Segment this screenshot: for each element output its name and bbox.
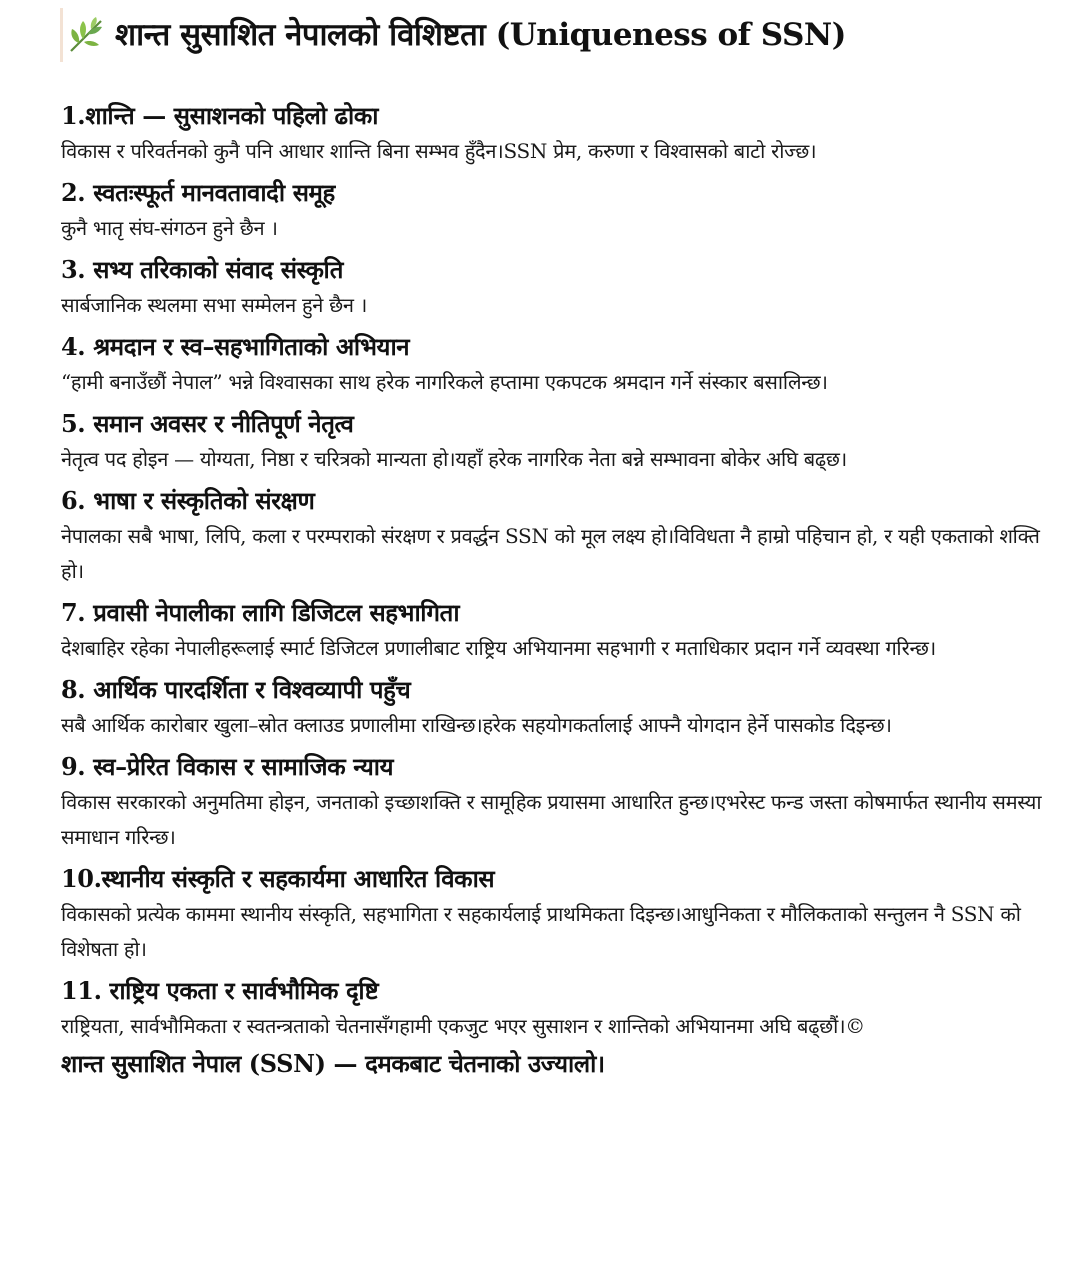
section-text: कुनै भातृ संघ-संगठन हुने छैन । — [61, 216, 278, 240]
section-8 — [61, 672, 1046, 743]
section-text: विकासको प्रत्येक काममा स्थानीय संस्कृति, सहभागिता र सहकार्यलाई प्राथमिकता दिइन्छ।आधुनिकता र मौलिकताको सन्तुलन नै SSN को विशेषता हो। — [61, 902, 1021, 961]
section-7 — [61, 595, 1046, 666]
document-footer: शान्त सुसाशित नेपाल (SSN) — दमकबाट चेतनाको उज्यालो। — [61, 1049, 605, 1078]
section-text: विकास सरकारको अनुमतिमा होइन, जनताको इच्छाशक्ति र सामूहिक प्रयासमा आधारित हुन्छ।एभरेस्ट फन्ड जस्ता कोषमार्फत स्थानीय समस्या समाधान गरिन्छ। — [61, 790, 1042, 849]
section-heading: 5. समान अवसर र नीतिपूर्ण नेतृत्व — [61, 409, 354, 438]
section-text: नेतृत्व पद होइन — योग्यता, निष्ठा र चरित्रको मान्यता हो।यहाँ हरेक नागरिक नेता बन्ने सम्भावना बोकेर अघि बढ्छ। — [61, 447, 847, 471]
leaf-icon — [67, 15, 107, 55]
section-heading: 3. सभ्य तरिकाको संवाद संस्कृति — [61, 255, 344, 284]
section-9 — [61, 749, 1046, 855]
section-heading: 2. स्वतःस्फूर्त मानवतावादी समूह — [61, 178, 335, 207]
section-text: सार्बजानिक स्थलमा सभा सम्मेलन हुने छैन । — [61, 293, 367, 317]
page-title: शान्त सुसाशित नेपालको विशिष्टता (Uniqueness of SSN) — [115, 17, 846, 53]
section-text: देशबाहिर रहेका नेपालीहरूलाई स्मार्ट डिजिटल प्रणालीबाट राष्ट्रिय अभियानमा सहभागी र मताधिकार प्रदान गर्ने व्यवस्था गरिन्छ। — [61, 636, 936, 660]
section-text: नेपालका सबै भाषा, लिपि, कला र परम्पराको संरक्षण र प्रवर्द्धन SSN को मूल लक्ष्य हो।विविधता नै हाम्रो पहिचान हो, र यही एकताको शक्ति हो। — [61, 524, 1040, 583]
section-1 — [61, 98, 1046, 169]
document-title-bar — [60, 8, 846, 62]
document-body — [61, 98, 1046, 1082]
section-heading: 7. प्रवासी नेपालीका लागि डिजिटल सहभागिता — [61, 598, 460, 627]
section-10 — [61, 861, 1046, 967]
section-heading: 4. श्रमदान र स्व–सहभागिताको अभियान — [61, 332, 410, 361]
section-text: विकास र परिवर्तनको कुनै पनि आधार शान्ति बिना सम्भव हुँदैन।SSN प्रेम, करुणा र विश्वासको बाटो रोज्छ। — [61, 139, 817, 163]
section-text: “हामी बनाउँछौं नेपाल” भन्ने विश्वासका साथ हरेक नागरिकले हप्तामा एकपटक श्रमदान गर्ने संस्कार बसालिन्छ। — [61, 370, 828, 394]
section-heading: 8. आर्थिक पारदर्शिता र विश्वव्यापी पहुँच — [61, 675, 411, 704]
section-text: सबै आर्थिक कारोबार खुला–स्रोत क्लाउड प्रणालीमा राखिन्छ।हरेक सहयोगकर्तालाई आफ्नै योगदान हेर्ने पासकोड दिइन्छ। — [61, 713, 892, 737]
section-11 — [61, 973, 1046, 1044]
section-4 — [61, 329, 1046, 400]
section-heading: 11. राष्ट्रिय एकता र सार्वभौमिक दृष्टि — [61, 976, 379, 1005]
section-heading: 6. भाषा र संस्कृतिको संरक्षण — [61, 486, 315, 515]
section-heading: 9. स्व–प्रेरित विकास र सामाजिक न्याय — [61, 752, 394, 781]
section-heading: 10.स्थानीय संस्कृति र सहकार्यमा आधारित विकास — [61, 864, 495, 893]
section-2 — [61, 175, 1046, 246]
section-heading: 1.शान्ति — सुसाशनको पहिलो ढोका — [61, 101, 379, 130]
section-text: राष्ट्रियता, सार्वभौमिकता र स्वतन्त्रताको चेतनासँगहामी एकजुट भएर सुसाशन र शान्तिको अभियानमा अघि बढ्छौं।© — [61, 1014, 866, 1038]
section-6 — [61, 483, 1046, 589]
section-3 — [61, 252, 1046, 323]
section-5 — [61, 406, 1046, 477]
